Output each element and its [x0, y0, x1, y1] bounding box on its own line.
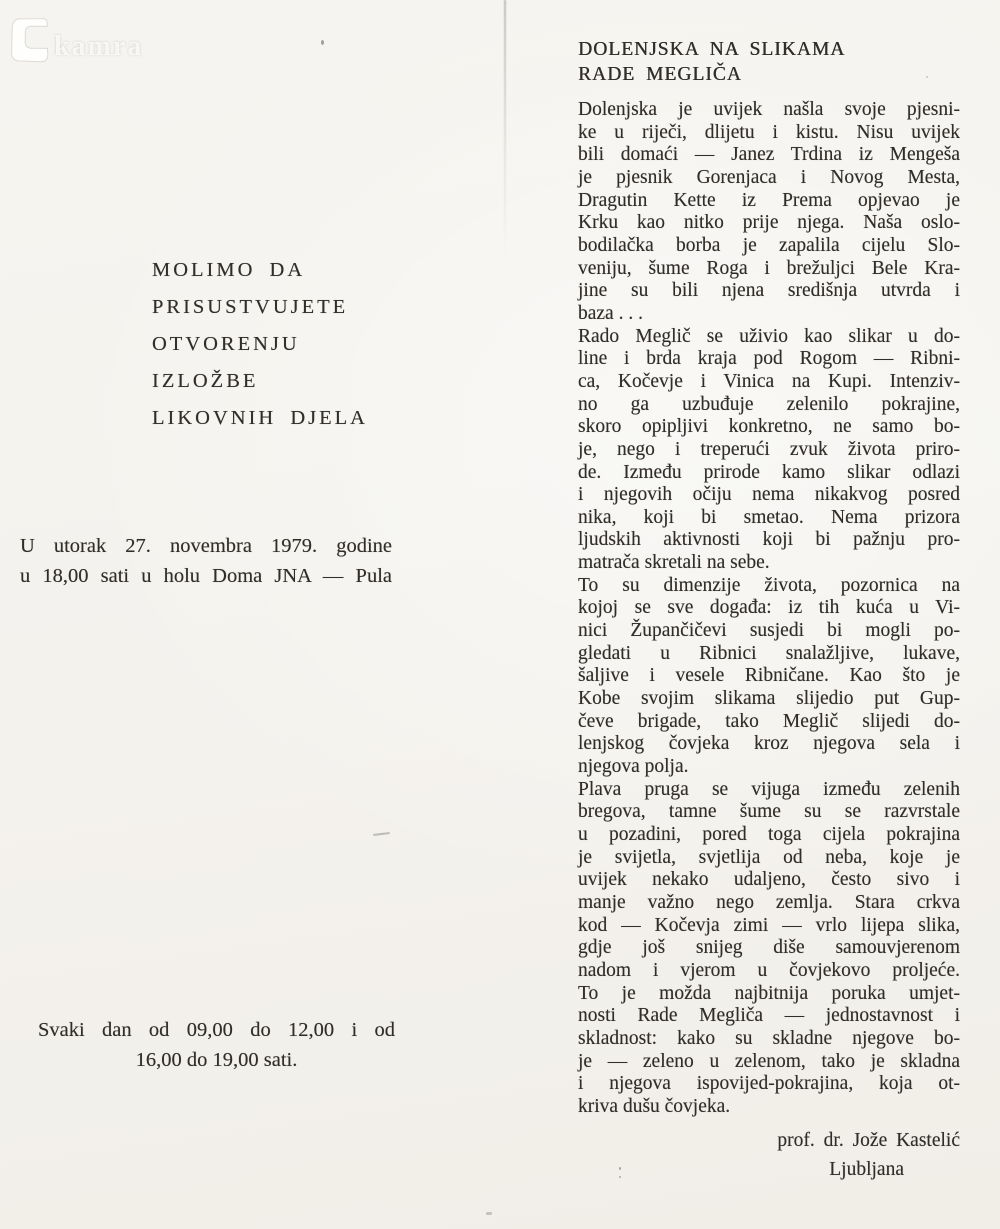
kamra-logo-icon [9, 15, 61, 66]
kamra-watermark [10, 16, 143, 64]
invitation-text-block [152, 252, 368, 437]
text-line: nika, koji bi smetao. Nema prizora [578, 506, 960, 528]
text-line: IZLOŽBE [152, 370, 259, 392]
article-title-line: RADE MEGLIČA [578, 63, 742, 85]
text-line: PRISUSTVUJETE [152, 296, 349, 318]
text-line: LIKOVNIH DJELA [152, 407, 368, 429]
scan-speck [486, 1212, 492, 1215]
text-line: bili domaći — Janez Trdina iz Mengeša [578, 144, 960, 166]
text-line: jine su bili njena središnja utvrda i [578, 280, 960, 302]
text-line: Rado Meglič se uživio kao slikar u do- [578, 325, 960, 347]
text-line: ca, Kočevje i Vinica na Kupi. Intenziv- [578, 370, 960, 392]
text-line: je, nego i treperući zvuk života priro- [578, 438, 960, 460]
text-line: MOLIMO DA [152, 259, 306, 281]
text-line: kriva dušu čovjeka. [578, 1095, 731, 1117]
text-line: gledati u Ribnici snalažljive, lukave, [578, 642, 960, 664]
text-line: Kobe svojim slikama slijedio put Gup- [578, 688, 960, 710]
event-date-line: U utorak 27. novembra 1979. godine [20, 535, 392, 557]
text-line: nici Župančičevi susjedi bi mogli po- [578, 620, 960, 642]
text-line: skoro opipljivi konkretno, ne samo bo- [578, 416, 960, 438]
text-line: veniju, šume Roga i brežuljci Bele Kra- [578, 257, 960, 279]
fold-crease-line [504, 0, 506, 260]
event-details-block [20, 532, 392, 591]
text-line: šaljive i vesele Ribničane. Kao što je [578, 665, 960, 687]
scan-speck [373, 832, 390, 836]
article-paragraph [578, 575, 960, 779]
article-body [578, 99, 960, 1119]
text-line: bregova, tamne šume su se razvrstale [578, 801, 960, 823]
article-title-line: DOLENJSKA NA SLIKAMA [578, 39, 846, 60]
text-line: i njegovih očiju nema nikakvog posred [578, 484, 960, 506]
text-line: Krku kao nitko prije njega. Naša oslo- [578, 212, 960, 234]
text-line: nosti Rade Megliča — jednostavnost i [578, 1005, 960, 1027]
article-paragraph [578, 779, 960, 1119]
text-line: bodilačka borba je zapalila cijelu Slo- [578, 234, 960, 256]
text-line: čeve brigade, tako Meglič slijedi do- [578, 710, 960, 732]
opening-hours-line: 16,00 do 19,00 sati. [135, 1049, 298, 1071]
scan-speck [321, 40, 324, 45]
text-line: ke u riječi, dlijetu i kistu. Nisu uvijek [578, 121, 960, 143]
signature-block [578, 1126, 960, 1184]
text-line: kojoj se sve događa: iz tih kuća u Vi- [578, 597, 960, 619]
text-line: baza . . . [578, 302, 643, 324]
text-line: i njegova ispovijed-pokrajina, koja ot- [578, 1073, 960, 1095]
text-line: lenjskog čovjeka kroz njegova sela i [578, 733, 960, 755]
article-paragraph [578, 99, 960, 326]
text-line: de. Između prirode kamo slikar odlazi [578, 461, 960, 483]
text-line: manje važno nego zemlja. Stara crkva [578, 891, 960, 913]
text-line: Plava pruga se vijuga između zelenih [578, 778, 960, 800]
text-line: njegova polja. [578, 756, 689, 778]
event-venue-line: u 18,00 sati u holu Doma JNA — Pula [20, 564, 392, 587]
text-line: je svijetla, svjetlija od neba, koje je [578, 846, 960, 868]
kamra-watermark-label: kamra [54, 31, 144, 62]
text-line: To su dimenzije života, pozornica na [578, 574, 960, 596]
article-paragraph [578, 326, 960, 575]
text-line: ljudskih aktivnosti koji bi pažnju pro- [578, 529, 960, 551]
text-line: no ga uzbuđuje zelenilo pokrajine, [578, 393, 960, 415]
signature-city: Ljubljana [829, 1159, 904, 1180]
text-line: gdje još snijeg diše samouvjerenom [578, 937, 960, 959]
text-line: OTVORENJU [152, 333, 300, 355]
text-line: skladnost: kako su skladne njegove bo- [578, 1027, 960, 1049]
text-line: je — zeleno u zelenom, tako je skladna [578, 1050, 960, 1072]
text-line: uvijek nekako udaljeno, često sivo i [578, 869, 960, 891]
text-line: u pozadini, pored toga cijela pokrajina [578, 824, 960, 845]
text-line: matrača skretali na sebe. [578, 552, 770, 574]
opening-hours-block [38, 1015, 395, 1075]
opening-hours-line: Svaki dan od 09,00 do 12,00 i od [38, 1019, 395, 1041]
text-line: kod — Kočevja zimi — vrlo lijepa slika, [578, 914, 960, 936]
text-line: je pjesnik Gorenjaca i Novog Mesta, [578, 166, 960, 188]
text-line: nadom i vjerom u čovjekovo proljeće. [578, 959, 960, 981]
text-line: To je možda najbitnija poruka umjet- [578, 982, 960, 1004]
text-line: Dragutin Kette iz Prema opjevao je [578, 189, 960, 211]
article-title [578, 38, 960, 87]
text-line: Dolenjska je uvijek našla svoje pjesni- [578, 99, 960, 120]
text-line: line i brda kraja pod Rogom — Ribni- [578, 348, 960, 370]
signature-author: prof. dr. Jože Kastelić [777, 1130, 960, 1151]
